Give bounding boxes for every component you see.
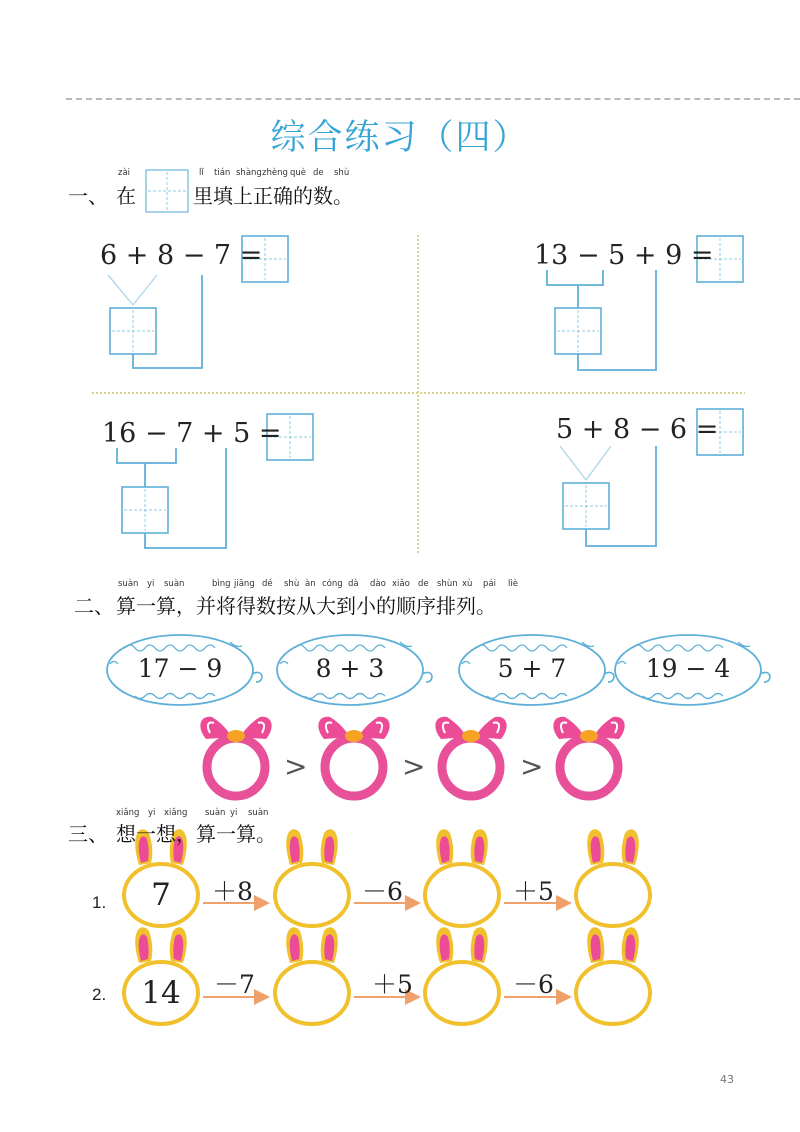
problem-3: 16 − 7 + 5 =: [102, 418, 282, 449]
row-2-start-number: 14: [141, 975, 181, 1011]
pinyin: yi: [148, 808, 156, 818]
pinyin: suàn: [164, 579, 185, 589]
problem-4: 5 + 8 − 6 =: [556, 414, 719, 445]
pinyin: de: [418, 579, 429, 589]
pinyin: xiǎo: [392, 579, 410, 589]
pinyin: dà: [348, 579, 359, 589]
pinyin: xù: [462, 579, 473, 589]
pinyin: yi: [230, 808, 238, 818]
row-2-label: 2.: [92, 985, 107, 1004]
pinyin: dé: [262, 579, 273, 589]
row-2-operation-2: ＋5: [372, 970, 413, 999]
greater-than-sign: >: [402, 750, 426, 783]
section-1-heading-post: 里填上正确的数。: [193, 184, 353, 208]
top-dashed-rule: [66, 98, 800, 100]
pinyin: què: [290, 168, 307, 178]
pinyin: dào: [370, 579, 386, 589]
greater-than-sign: >: [284, 750, 308, 783]
section-1-heading-pre: 在: [116, 184, 136, 208]
problem-2: 13 − 5 + 9 =: [534, 240, 714, 271]
section-3-number: 三、: [68, 822, 108, 846]
melon-expression-3: 5 + 7: [497, 654, 567, 683]
row-1-operation-1: ＋8: [212, 877, 253, 906]
section-2-heading: 算一算，并将得数按从大到小的顺序排列。: [116, 594, 496, 618]
row-1-operation-2: －6: [362, 877, 403, 906]
pinyin: shàng: [236, 168, 262, 178]
section-2-number: 二、: [74, 594, 114, 618]
row-1-operation-3: ＋5: [513, 877, 554, 906]
pinyin: xiǎng: [164, 808, 188, 818]
pinyin: liè: [508, 579, 518, 589]
problem-1: 6 + 8 − 7 =: [100, 240, 263, 271]
melon-expression-1: 17 − 9: [137, 654, 223, 683]
section-1-number: 一、: [68, 184, 108, 208]
pinyin: jiāng: [234, 579, 255, 589]
section-3-heading: 想一想，算一算。: [116, 822, 276, 846]
pinyin: shùn: [437, 579, 458, 589]
row-2-operation-1: －7: [214, 970, 255, 999]
pinyin: yi: [147, 579, 155, 589]
greater-than-sign: >: [520, 750, 544, 783]
pinyin: zài: [118, 168, 131, 178]
pinyin: lǐ: [199, 168, 204, 178]
heading-grid-box-icon: [146, 170, 188, 212]
pinyin: pái: [483, 579, 496, 589]
pinyin: cóng: [322, 579, 343, 589]
pinyin: suàn: [118, 579, 139, 589]
pinyin: tián: [214, 168, 231, 178]
pinyin: shù: [284, 579, 300, 589]
pinyin: shù: [334, 168, 350, 178]
page-number: 43: [720, 1073, 734, 1086]
pinyin: suàn: [248, 808, 269, 818]
pinyin: zhèng: [262, 168, 288, 178]
melon-expression-4: 19 − 4: [645, 654, 731, 683]
pinyin: xiǎng: [116, 808, 140, 818]
melon-expression-2: 8 + 3: [315, 654, 385, 683]
row-1-label: 1.: [92, 893, 107, 912]
pinyin: bìng: [212, 579, 231, 589]
pinyin: de: [313, 168, 324, 178]
pinyin: àn: [305, 579, 316, 589]
pinyin: suàn: [205, 808, 226, 818]
row-2-operation-3: －6: [513, 970, 554, 999]
page-title: 综合练习（四）: [270, 118, 530, 158]
row-1-start-number: 7: [151, 877, 171, 913]
